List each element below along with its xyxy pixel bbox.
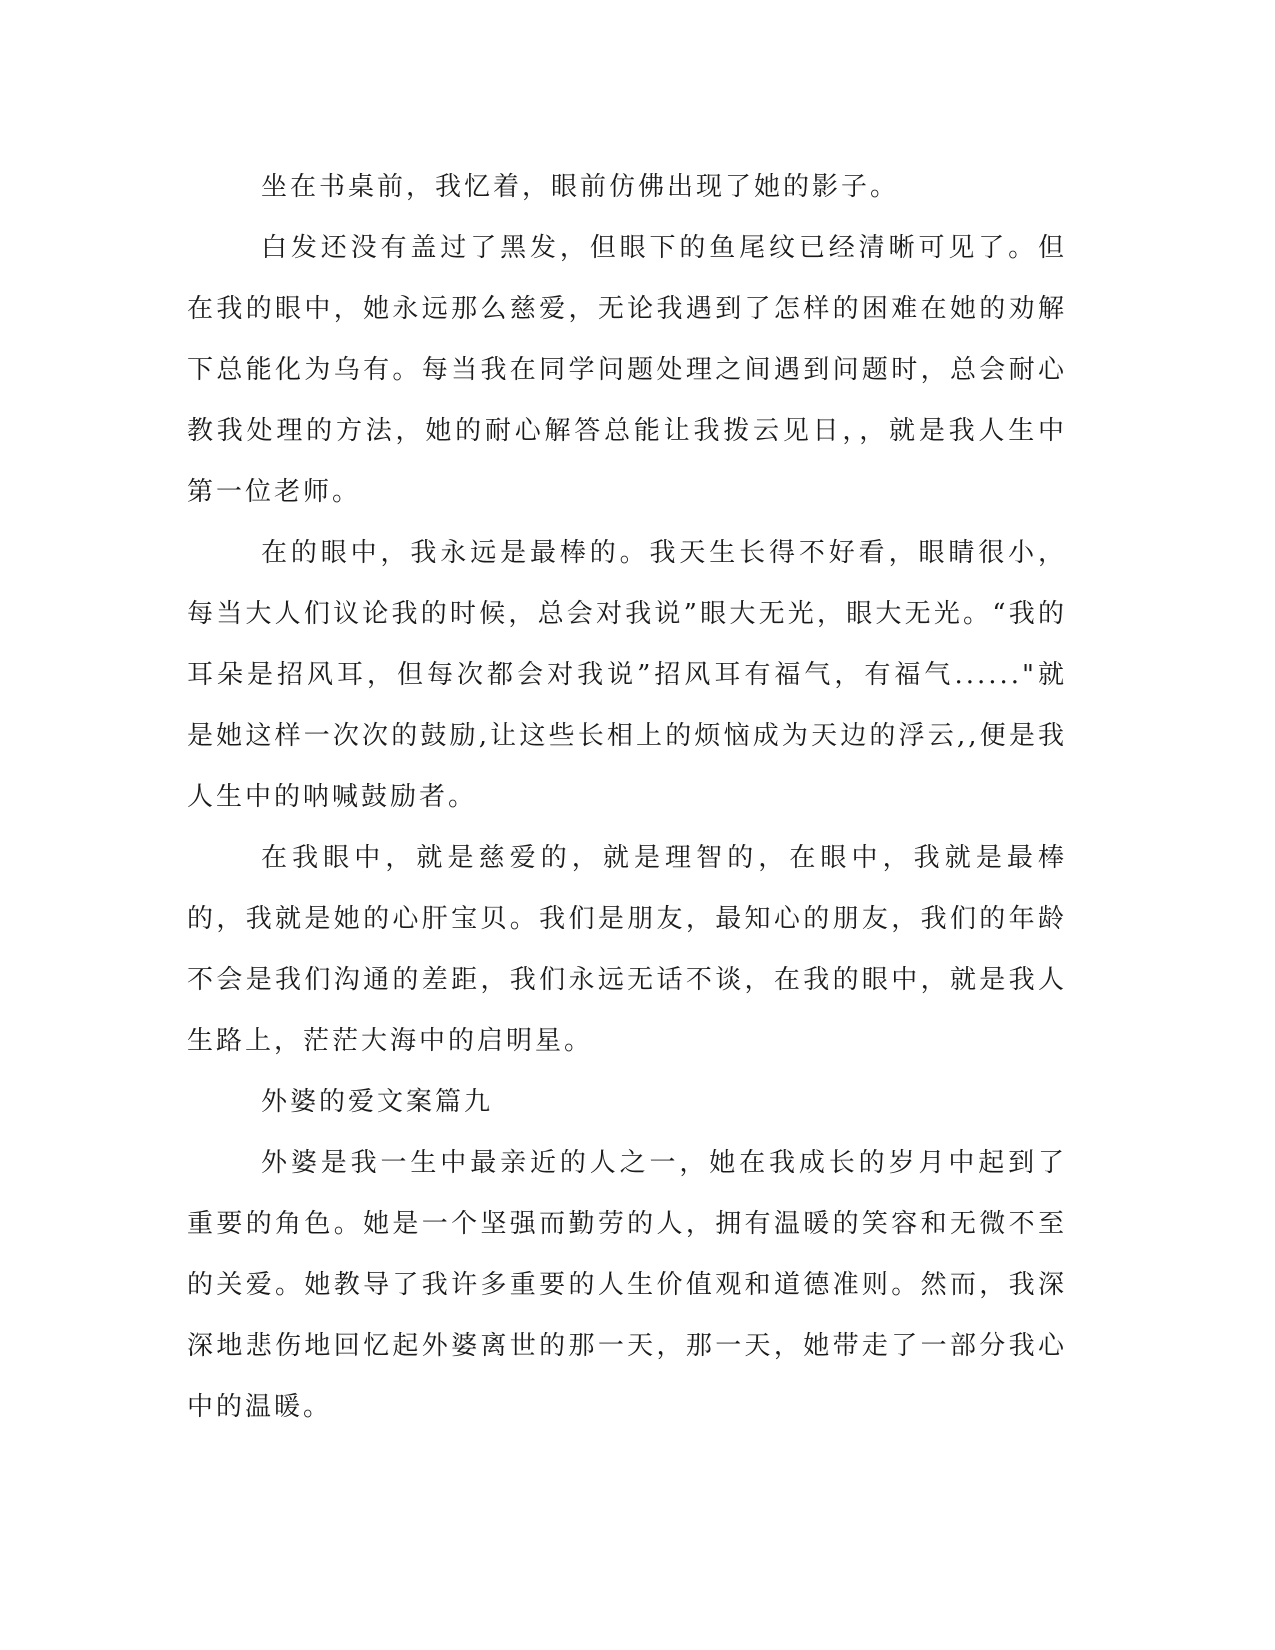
paragraph-1: 坐在书桌前，我忆着，眼前仿佛出现了她的影子。 <box>261 172 900 202</box>
document-body <box>187 157 1067 1438</box>
paragraph-4: 在我眼中，就是慈爱的，就是理智的，在眼中，我就是最棒的，我就是她的心肝宝贝。我们是朋友，最知心的朋友，我们的年龄不会是我们沟通的差距，我们永远无话不谈，在我的眼中，就是我人生路上，茫茫大海中的启明星。 <box>187 843 1067 1056</box>
paragraph-2: 白发还没有盖过了黑发，但眼下的鱼尾纹已经清晰可见了。但在我的眼中，她永远那么慈爱，无论我遇到了怎样的困难在她的劝解下总能化为乌有。每当我在同学问题处理之间遇到问题时，总会耐心教我处理的方法，她的耐心解答总能让我拨云见日，，就是我人生中第一位老师。 <box>187 233 1067 507</box>
section-title: 外婆的爱文案篇九 <box>261 1087 494 1117</box>
section-paragraph-1: 外婆是我一生中最亲近的人之一，她在我成长的岁月中起到了重要的角色。她是一个坚强而勤劳的人，拥有温暖的笑容和无微不至的关爱。她教导了我许多重要的人生价值观和道德准则。然而，我深深地悲伤地回忆起外婆离世的那一天，那一天，她带走了一部分我心中的温暖。 <box>187 1148 1067 1422</box>
paragraph-3: 在的眼中，我永远是最棒的。我天生长得不好看，眼睛很小，每当大人们议论我的时候，总会对我说”眼大无光，眼大无光。“我的耳朵是招风耳，但每次都会对我说”招风耳有福气，有福气......"就是她这样一次次的鼓励,让这些长相上的烦恼成为天边的浮云,,便是我人生中的呐喊鼓励者。 <box>187 538 1067 812</box>
